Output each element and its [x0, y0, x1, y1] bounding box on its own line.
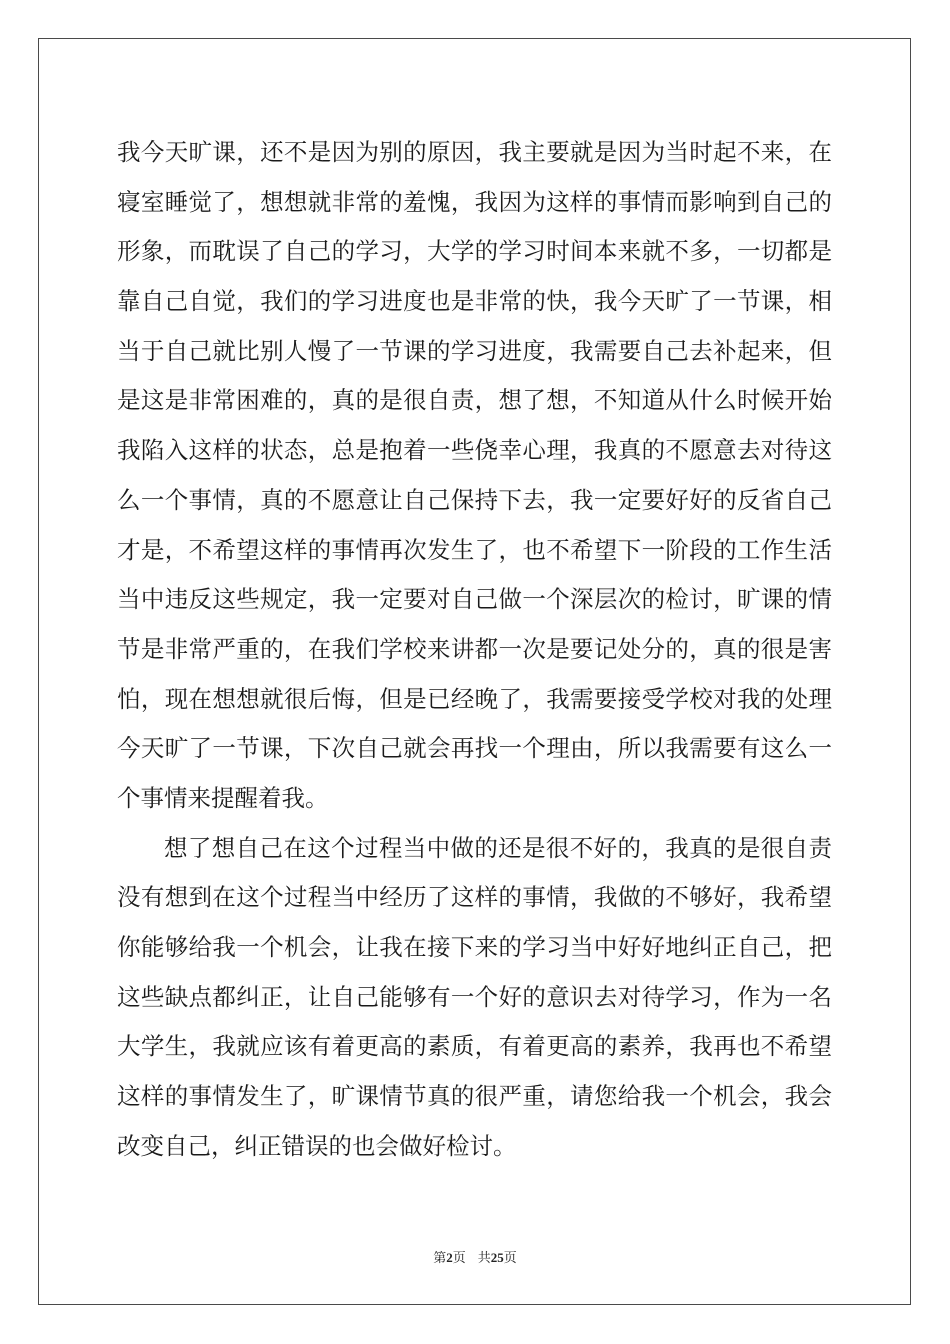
text-line: 节是非常严重的，在我们学校来讲都一次是要记处分的，真的很是害: [117, 634, 832, 663]
text-line: 个事情来提醒着我。: [117, 783, 329, 812]
text-line: 这些缺点都纠正，让自己能够有一个好的意识去对待学习，作为一名: [117, 982, 832, 1011]
text-line: 这样的事情发生了，旷课情节真的很严重，请您给我一个机会，我会: [117, 1082, 832, 1111]
page-footer: [0, 1247, 950, 1266]
text-line: 我今天旷课，还不是因为别的原因，我主要就是因为当时起不来，在: [117, 138, 832, 166]
page-suffix: 页: [452, 1251, 466, 1266]
paragraph-2: [117, 824, 832, 1172]
text-line: 今天旷了一节课，下次自己就会再找一个理由，所以我需要有这么一: [117, 734, 832, 763]
text-line: 寝室睡觉了，想想就非常的羞愧，我因为这样的事情而影响到自己的: [117, 187, 832, 216]
text-line: 大学生，我就应该有着更高的素质，有着更高的素养，我再也不希望: [117, 1032, 832, 1061]
text-line: 形象，而耽误了自己的学习，大学的学习时间本来就不多，一切都是: [117, 237, 832, 266]
total-pages: 25: [490, 1250, 504, 1265]
text-line: 你能够给我一个机会，让我在接下来的学习当中好好地纠正自己，把: [117, 933, 832, 961]
document-body: [117, 128, 832, 1171]
text-line: 想了想自己在这个过程当中做的还是很不好的，我真的是很自责: [164, 833, 832, 862]
text-line: 么一个事情，真的不愿意让自己保持下去，我一定要好好的反省自己: [117, 485, 832, 514]
text-line: 当于自己就比别人慢了一节课的学习进度，我需要自己去补起来，但: [117, 336, 832, 365]
total-suffix: 页: [503, 1251, 517, 1266]
text-line: 当中违反这些规定，我一定要对自己做一个深层次的检讨，旷课的情: [117, 585, 832, 614]
page-prefix: 第: [433, 1251, 447, 1266]
text-line: 我陷入这样的状态，总是抱着一些侥幸心理，我真的不愿意去对待这: [117, 436, 832, 465]
text-line: 靠自己自觉，我们的学习进度也是非常的快，我今天旷了一节课，相: [117, 287, 832, 316]
text-line: 才是，不希望这样的事情再次发生了，也不希望下一阶段的工作生活: [117, 535, 832, 564]
text-line: 怕，现在想想就很后悔，但是已经晚了，我需要接受学校对我的处理: [117, 684, 832, 713]
text-line: 没有想到在这个过程当中经历了这样的事情，我做的不够好，我希望: [117, 883, 832, 912]
text-line: 改变自己，纠正错误的也会做好检讨。: [117, 1131, 517, 1160]
paragraph-1: [117, 128, 832, 824]
page-number: 2: [446, 1250, 453, 1265]
total-prefix: 共: [477, 1251, 491, 1266]
text-line: 是这是非常困难的，真的是很自责，想了想，不知道从什么时候开始: [117, 386, 832, 415]
